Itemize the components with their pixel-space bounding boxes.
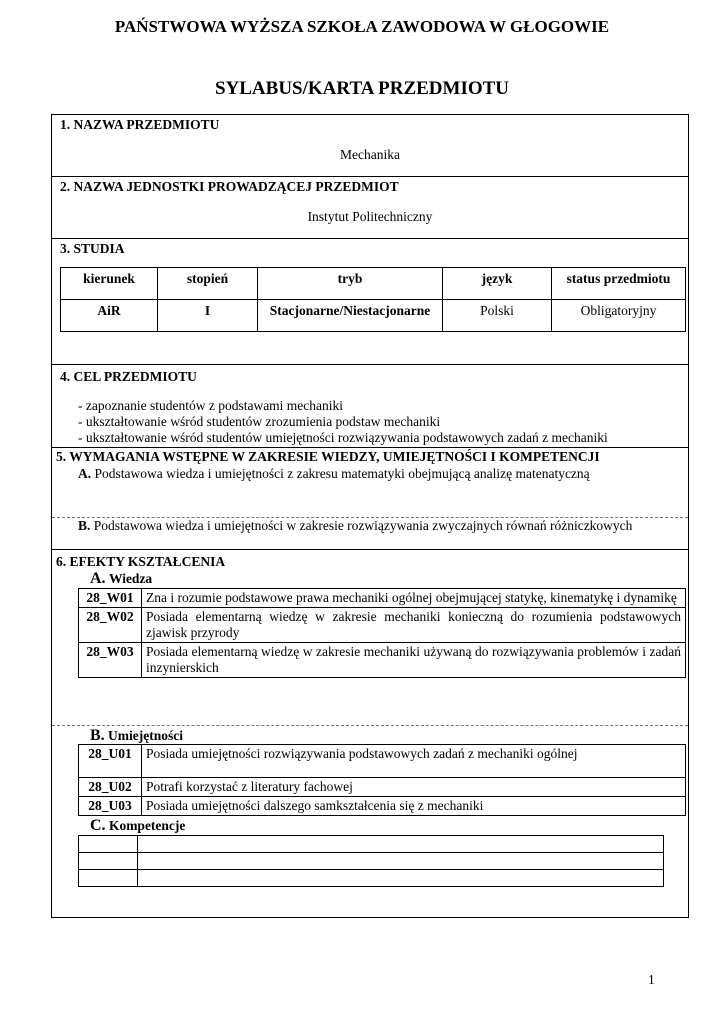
table-row	[61, 268, 686, 300]
effect-code: 28_W01	[79, 589, 142, 608]
table-cell	[79, 853, 138, 870]
table-row	[79, 870, 664, 887]
goal-item: - zapoznanie studentów z podstawami mechaniki	[78, 398, 344, 413]
effect-description: Zna i rozumie podstawowe prawa mechaniki ogólnej obejmującej statykę, kinematykę i dynamikę	[142, 589, 686, 608]
effect-code: 28_U02	[79, 778, 142, 797]
divider	[52, 447, 688, 448]
requirement-b-label: B.	[78, 518, 91, 533]
divider	[52, 364, 688, 365]
table-row	[79, 836, 664, 853]
section-4-heading: 4. CEL PRZEDMIOTU	[60, 369, 197, 384]
table-row	[79, 778, 686, 797]
effects-a-label: Wiedza	[108, 571, 153, 586]
section-6-heading: 6. EFEKTY KSZTAŁCENIA	[56, 554, 226, 569]
document-title: SYLABUS/KARTA PRZEDMIOTU	[214, 78, 510, 99]
table-cell	[79, 870, 138, 887]
table-row	[79, 608, 686, 643]
knowledge-table	[78, 588, 686, 678]
divider	[52, 549, 688, 550]
dashed-divider	[52, 725, 688, 726]
requirement-b	[78, 518, 632, 534]
studies-table	[60, 267, 686, 332]
table-cell	[79, 836, 138, 853]
table-cell: Stacjonarne/Niestacjonarne	[258, 300, 443, 332]
school-name: PAŃSTWOWA WYŻSZA SZKOŁA ZAWODOWA W GŁOGOWIE	[114, 17, 610, 36]
effects-c-title	[90, 817, 185, 835]
table-cell: Obligatoryjny	[552, 300, 686, 332]
table-cell	[138, 836, 664, 853]
table-row	[79, 745, 686, 778]
effects-c-label: Kompetencje	[108, 818, 186, 833]
effect-code: 28_U03	[79, 797, 142, 816]
effect-description: Posiada elementarną wiedzę w zakresie mechaniki używaną do rozwiązywania problemów i zadań inzynierskich	[142, 643, 686, 678]
competence-table	[78, 835, 664, 887]
requirement-a-label: A.	[78, 466, 92, 481]
effect-code: 28_U01	[79, 745, 142, 778]
table-header-cell: stopień	[158, 268, 258, 300]
effects-c-letter: C.	[90, 817, 106, 834]
skills-table	[78, 744, 686, 816]
goal-item: - ukształtowanie wśród studentów zrozumienia podstaw mechaniki	[78, 414, 441, 429]
table-header-cell: język	[443, 268, 552, 300]
section-1-heading: 1. NAZWA PRZEDMIOTU	[60, 117, 220, 132]
effect-description: Posiada umiejętności rozwiązywania podstawowych zadań z mechaniki ogólnej	[142, 745, 686, 778]
effect-description: Potrafi korzystać z literatury fachowej	[142, 778, 686, 797]
requirement-b-text: Podstawowa wiedza i umiejętności w zakresie rozwiązywania zwyczajnych równań różniczkowych	[93, 518, 633, 533]
divider	[52, 238, 688, 239]
effect-description: Posiada umiejętności dalszego samkształcenia się z mechaniki	[142, 797, 686, 816]
section-2-heading: 2. NAZWA JEDNOSTKI PROWADZĄCEJ PRZEDMIOT	[60, 179, 399, 194]
section-3-heading: 3. STUDIA	[60, 241, 125, 256]
table-cell: Polski	[443, 300, 552, 332]
table-cell	[138, 870, 664, 887]
table-header-cell: kierunek	[61, 268, 158, 300]
divider	[52, 176, 688, 177]
effect-code: 28_W03	[79, 643, 142, 678]
unit-name: Instytut Politechniczny	[307, 209, 433, 224]
requirement-a-text: Podstawowa wiedza i umiejętności z zakresu matematyki obejmującą analizę matenatyczną	[94, 466, 590, 481]
table-row	[79, 589, 686, 608]
effects-b-letter: B.	[90, 727, 105, 744]
table-header-cell: tryb	[258, 268, 443, 300]
effect-code: 28_W02	[79, 608, 142, 643]
effects-b-label: Umiejętności	[108, 728, 184, 743]
table-cell: I	[158, 300, 258, 332]
table-header-cell: status przedmiotu	[552, 268, 686, 300]
table-row	[79, 643, 686, 678]
goal-item: - ukształtowanie wśród studentów umiejętności rozwiązywania podstawowych zadań z mechaniki	[78, 430, 608, 445]
effect-description: Posiada elementarną wiedzę w zakresie mechaniki konieczną do rozumienia podstawowych zjawisk przyrody	[142, 608, 686, 643]
syllabus-frame	[51, 114, 689, 918]
effects-a-letter: A.	[90, 570, 106, 587]
table-row	[61, 300, 686, 332]
table-cell	[138, 853, 664, 870]
table-row	[79, 853, 664, 870]
section-5-heading: 5. WYMAGANIA WSTĘPNE W ZAKRESIE WIEDZY, UMIEJĘTNOŚCI I KOMPETENCJI	[56, 449, 600, 464]
effects-a-title	[90, 570, 152, 588]
course-name: Mechanika	[340, 147, 400, 162]
page-number: 1	[648, 972, 655, 987]
effects-b-title	[90, 727, 183, 745]
requirement-a	[78, 466, 590, 482]
table-cell: AiR	[61, 300, 158, 332]
table-row	[79, 797, 686, 816]
